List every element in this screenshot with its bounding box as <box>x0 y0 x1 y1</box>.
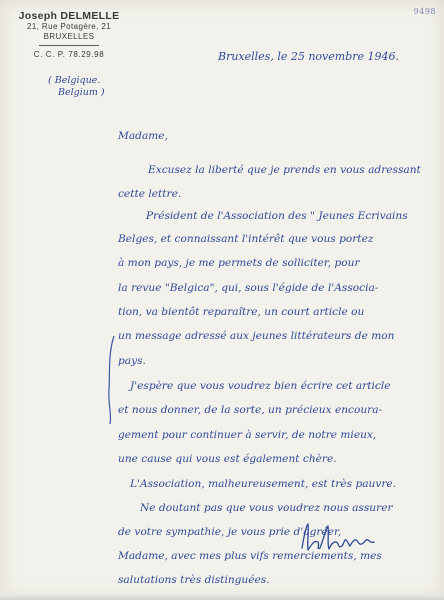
salutation: Madame, <box>118 130 168 142</box>
body-line: Excusez la liberté que je prends en vous adressant <box>148 164 421 176</box>
page-bottom-edge <box>0 594 444 600</box>
body-line: Madame, avec mes plus vifs remerciements, mes <box>118 550 382 562</box>
body-line: un message adressé aux jeunes littérateurs de mon <box>118 330 395 342</box>
body-line: J'espère que vous voudrez bien écrire cet article <box>130 380 391 392</box>
letterhead-city: BRUXELLES <box>43 32 95 41</box>
country-note-line-1: ( Belgique. <box>48 75 101 86</box>
dateline: Bruxelles, le 25 novembre 1946. <box>218 50 400 63</box>
body-line: L'Association, malheureusement, est très pauvre. <box>130 478 397 490</box>
body-line: cette lettre. <box>118 188 182 200</box>
body-line: pays. <box>118 355 146 367</box>
margin-bracket-mark <box>104 334 118 426</box>
archive-reference-number: 9498 <box>413 7 436 16</box>
body-line: à mon pays, je me permets de solliciter, pour <box>118 257 360 269</box>
country-note-line-2: Belgium ) <box>58 87 105 98</box>
letterhead-street: 21, Rue Potagère, 21 <box>26 22 112 31</box>
body-line: la revue "Belgica", qui, sous l'égide de l'Associa- <box>118 282 379 294</box>
handwritten-signature <box>298 518 378 558</box>
letterhead-postal-account: C. C. P. 78.29.98 <box>33 50 105 59</box>
body-line: Ne doutant pas que vous voudrez nous assurer <box>140 502 393 514</box>
body-line: tion, va bientôt reparaître, un court article ou <box>118 306 365 318</box>
letterhead-name: Joseph DELMELLE <box>18 10 120 22</box>
body-line: une cause qui vous est également chère. <box>118 453 337 465</box>
body-line: gement pour continuer à servir, de notre mieux, <box>118 429 377 441</box>
body-line: et nous donner, de la sorte, un précieux encoura- <box>118 404 383 416</box>
body-line: salutations très distinguées. <box>118 574 270 586</box>
body-line: Président de l'Association des " Jeunes Ecrivains <box>146 210 408 222</box>
body-line: de votre sympathie, je vous prie d'agréer, <box>118 526 342 538</box>
body-line: Belges, et connaissant l'intérêt que vous portez <box>118 233 374 245</box>
